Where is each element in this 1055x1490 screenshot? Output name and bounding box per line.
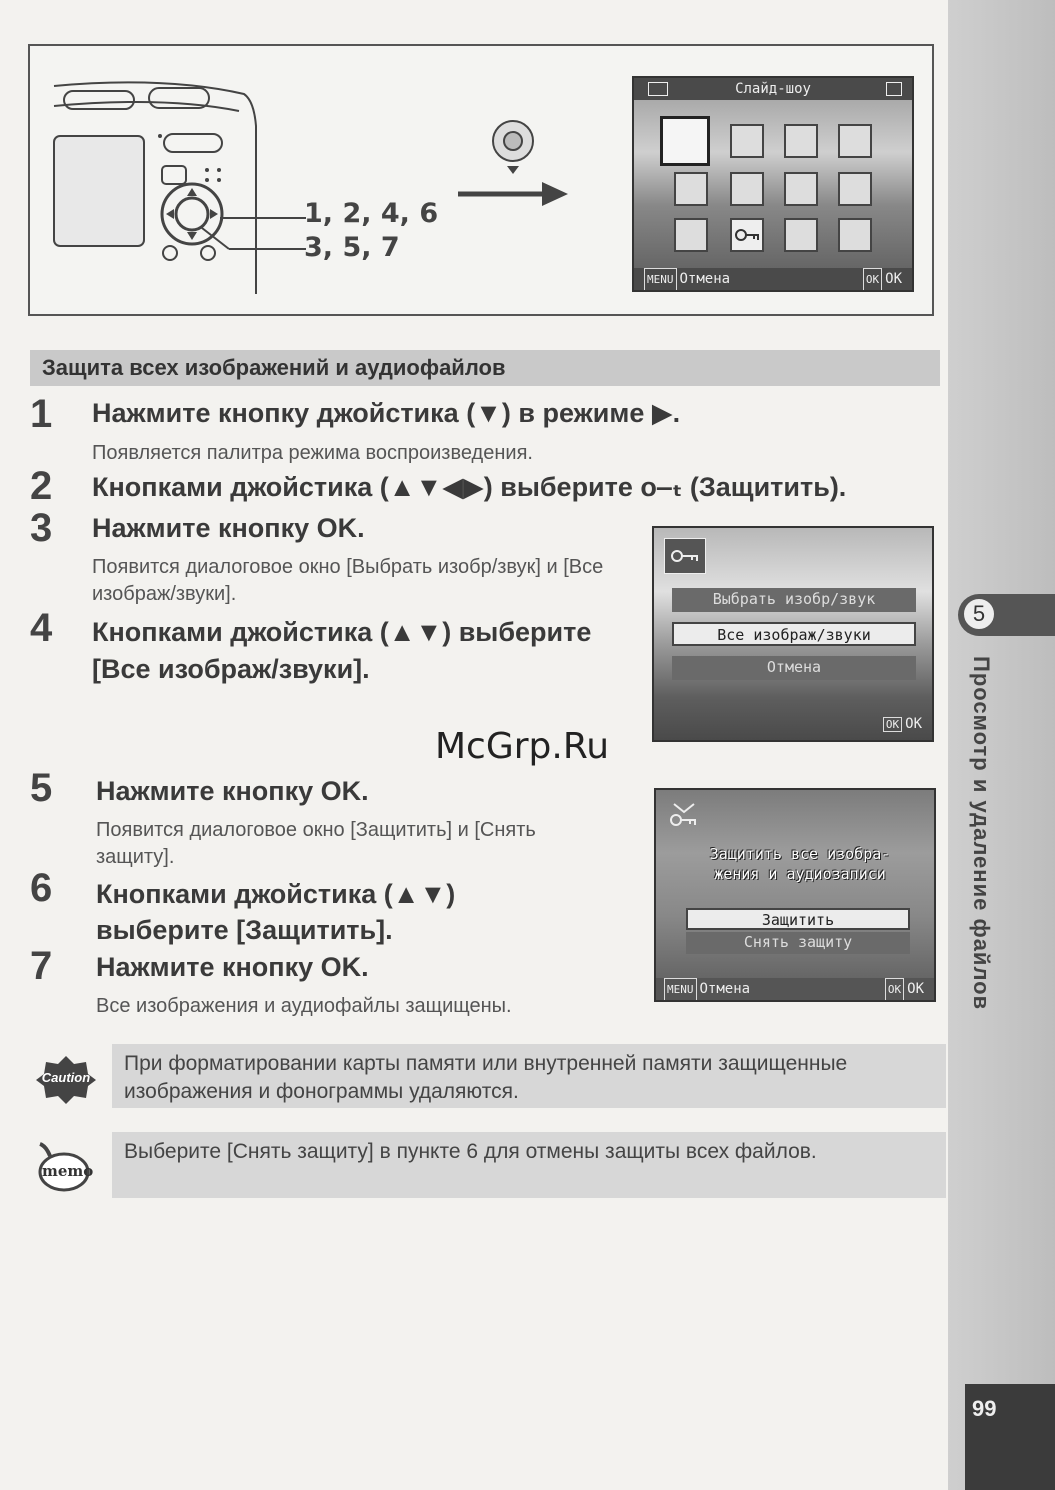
memo-badge-text: memo xyxy=(42,1162,94,1180)
ok-label: OK xyxy=(905,716,922,732)
protect-key-icon[interactable] xyxy=(730,218,764,252)
step-5-desc: Появится диалоговое окно [Защитить] и [Снять защиту]. xyxy=(96,819,536,868)
filter-icon[interactable] xyxy=(730,172,764,206)
step-2-number: 2 xyxy=(30,464,53,508)
ok-key: OK xyxy=(863,268,882,292)
ok-key: OK xyxy=(885,978,904,1002)
watermark: McGrp.Ru xyxy=(435,726,610,767)
memo-note: Выберите [Снять защиту] в пункте 6 для отмены защиты всех файлов. xyxy=(112,1132,946,1198)
menu-key: MENU xyxy=(664,978,697,1002)
step-1-title: Нажмите кнопку джойстика (▼) в режиме ▶. xyxy=(92,398,681,428)
step-4-number: 4 xyxy=(30,606,53,650)
mode-indicator-icon xyxy=(886,82,902,96)
slideshow-icon[interactable] xyxy=(660,116,710,166)
menu-cancel-label: Отмена xyxy=(679,271,731,287)
confirm-message-line2: жения и аудиозаписи xyxy=(714,865,886,883)
option-unprotect[interactable]: Снять защиту xyxy=(686,932,910,954)
copy-image-icon[interactable] xyxy=(838,124,872,158)
protect-choice-screen xyxy=(652,526,934,742)
option-protect[interactable]: Защитить xyxy=(686,908,910,930)
resize-icon[interactable] xyxy=(730,124,764,158)
step-7-desc: Все изображения и аудиофайлы защищены. xyxy=(96,995,512,1017)
step-6-title: Кнопками джойстика (▲▼) выберите [Защитить]. xyxy=(96,879,456,945)
chapter-title: Просмотр и удаление файлов xyxy=(969,656,994,1011)
rotate-icon[interactable] xyxy=(674,172,708,206)
confirm-bottom-bar xyxy=(656,978,934,1000)
play-mode-icon xyxy=(648,82,668,96)
step-1-number: 1 xyxy=(30,392,53,436)
ok-indicator xyxy=(883,716,922,732)
dpof-icon[interactable] xyxy=(784,218,818,252)
step-7-title: Нажмите кнопку OK. xyxy=(96,952,369,982)
movie-edit-icon[interactable] xyxy=(784,172,818,206)
step-4-title: Кнопками джойстика (▲▼) выберите [Все изображ/звуки]. xyxy=(92,617,592,684)
camera-illustration xyxy=(44,66,504,306)
step-5-title: Нажмите кнопку OK. xyxy=(96,776,369,806)
step-7-number: 7 xyxy=(30,944,53,988)
option-all-images[interactable]: Все изображ/звуки xyxy=(672,622,916,646)
playback-menu-screen xyxy=(632,76,914,292)
callout-upper: 1, 2, 4, 6 xyxy=(304,198,439,229)
step-2-title: Кнопками джойстика (▲▼◀▶) выберите o‒ₜ (Защитить). xyxy=(92,472,847,502)
memo-icon xyxy=(34,1140,92,1194)
menu-ok-label: OK xyxy=(885,271,902,287)
figure-box xyxy=(28,44,934,316)
confirm-message-line1: Защитить все изобра- xyxy=(709,845,891,863)
step-5-number: 5 xyxy=(30,766,53,810)
section-title: Защита всех изображений и аудиофайлов xyxy=(30,350,940,386)
page-number: 99 xyxy=(972,1396,997,1421)
step-3-desc: Появится диалоговое окно [Выбрать изобр/звук] и [Все изображ/звуки]. xyxy=(92,556,604,605)
red-eye-icon[interactable] xyxy=(674,218,708,252)
joystick-down-icon xyxy=(488,116,538,176)
menu-key: MENU xyxy=(644,268,677,292)
menu-title-bar xyxy=(634,78,912,100)
confirm-message xyxy=(670,844,930,884)
ok-key: OK xyxy=(883,717,902,732)
caution-icon xyxy=(34,1054,98,1104)
step-3-title: Нажмите кнопку OK. xyxy=(92,513,365,543)
confirm-cancel-label: Отмена xyxy=(699,981,751,997)
option-select-images[interactable]: Выбрать изобр/звук xyxy=(672,588,916,612)
menu-bottom-bar xyxy=(634,268,912,290)
confirm-ok-label: OK xyxy=(907,981,924,997)
side-strip xyxy=(948,0,1055,1490)
caution-note: При форматировании карты памяти или внутренней памяти защищенные изображения и фонограммы удаляются. xyxy=(112,1044,946,1108)
frame-composite-icon[interactable] xyxy=(838,172,872,206)
option-cancel[interactable]: Отмена xyxy=(672,656,916,680)
chapter-number: 5 xyxy=(962,597,996,631)
protect-key-icon xyxy=(664,538,706,574)
menu-title: Слайд-шоу xyxy=(735,81,811,97)
crop-icon[interactable] xyxy=(784,124,818,158)
arrow-right-icon xyxy=(458,180,570,208)
callout-lower: 3, 5, 7 xyxy=(304,232,400,263)
step-1-desc: Появляется палитра режима воспроизведения. xyxy=(92,442,533,464)
protect-confirm-screen xyxy=(654,788,936,1002)
start-screen-icon[interactable] xyxy=(838,218,872,252)
caution-badge-text: Caution xyxy=(41,1070,91,1085)
step-3-number: 3 xyxy=(30,506,53,550)
protect-all-icon xyxy=(666,800,702,832)
step-6-number: 6 xyxy=(30,866,53,910)
